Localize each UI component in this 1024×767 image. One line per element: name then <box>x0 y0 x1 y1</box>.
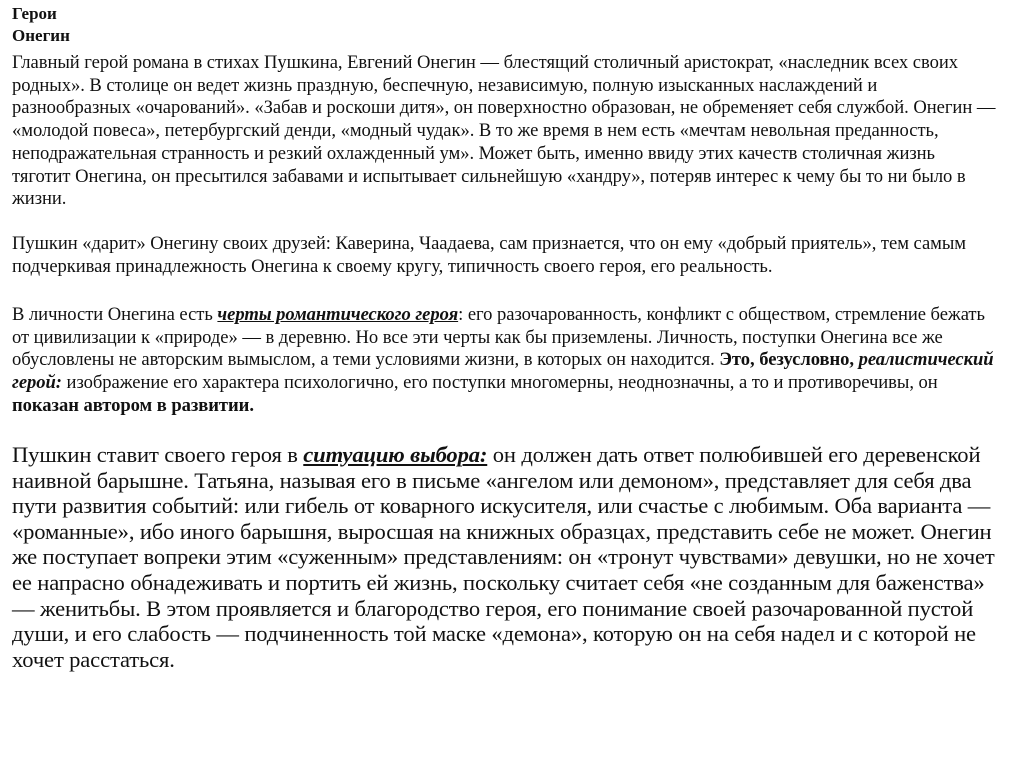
text-run: В личности Онегина есть <box>12 304 218 325</box>
heading-onegin: Онегин <box>12 26 70 45</box>
emphasis-shown-in-development: показан автором в развитии. <box>12 394 254 416</box>
text-run: он должен дать ответ полюбившей его деревенской наивной барышне. Татьяна, называя его в письме «ангелом или демоном», представляет для себя два пути развития событий: или гибель от коварного искусителя, или счастье с любимым. Оба варианта — «романные», ибо иного барышня, выросшая на книжных образцах, представить себе не может. Онегин же поступает вопреки этим «суженным» представлениям: он «тронут чувствами» девушки, но не хочет ее напрасно обнадеживать и портить ей жизнь, поскольку считает себя «не созданным для баженства» — женитьбы. В этом проявляется и благородство героя, его понимание своей разочарованной пустой души, и его слабость — подчиненность той маске «демона», которую он на себя надел и с которой не хочет расстаться. <box>12 442 995 672</box>
paragraph-aristocrat: Главный герой романа в стихах Пушкина, Евгений Онегин — блестящий столичный аристократ, «наследник всех своих родных». В столице он ведет жизнь праздную, беспечную, независимую, полную изысканных наслаждений и разнообразных «очарований». «Забав и роскоши дитя», он поверхностно образован, не обременяет себя службой. Онегин — «молодой повеса», петербургский денди, «модный чудак». В то же время в нем есть «мечтам невольная преданность, неподражательная странность и резкий охлажденный ум». Может быть, именно ввиду этих качеств столичная жизнь тяготит Онегина, он пресытился забавами и испытывает сильнейшую «хандру», потеряв интерес к чему бы то ни было в жизни. <box>12 52 996 210</box>
paragraph-choice-situation <box>12 442 997 672</box>
text-run: : его разочарованность, конфликт с обществом, стремление бежать от цивилизации к «природе» — в деревню. Но все эти черты как бы приземлены. Личность, поступки Онегина все же обусловлены не авторским вымыслом, а теми условиями жизни, в которых он находится. <box>12 304 985 371</box>
emphasis-romantic-hero: черты романтического героя <box>217 304 459 325</box>
emphasis-certainly: Это, безусловно, <box>719 349 859 371</box>
emphasis-choice-situation: ситуацию выбора: <box>303 442 488 467</box>
text-run: Пушкин ставит своего героя в <box>12 442 304 467</box>
emphasis-realistic-hero: реалистический герой: <box>12 349 994 394</box>
paragraph-friends: Пушкин «дарит» Онегину своих друзей: Каверина, Чаадаева, сам признается, что он ему «добрый приятель», тем самым подчеркивая принадлежность Онегина к своему кругу, типичность своего героя, его реальность. <box>12 233 967 277</box>
heading-heroes: Герои <box>12 4 57 23</box>
paragraph-romantic-traits <box>12 304 997 418</box>
text-run: изображение его характера психологично, его поступки многомерны, неоднозначны, а то и противоречивы, он <box>61 372 938 394</box>
slide-page <box>12 0 1012 767</box>
